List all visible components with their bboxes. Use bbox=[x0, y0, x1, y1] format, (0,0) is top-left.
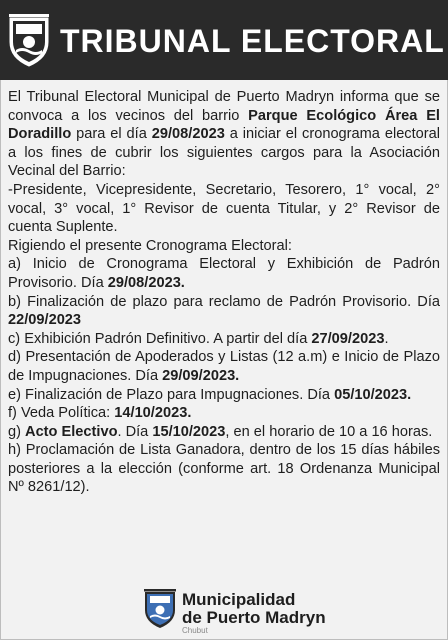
intro-place: Parque Ecológico Área El Doradillo bbox=[8, 107, 440, 143]
item-a-text: a) Inicio de Cronograma Electoral y Exhibición de Padrón Provisorio. Día bbox=[8, 256, 440, 291]
item-f-date: 14/10/2023. bbox=[114, 405, 192, 422]
item-g-end: , en el horario de 10 a 16 horas. bbox=[225, 423, 433, 440]
list-item-d bbox=[8, 348, 440, 385]
item-f-text: f) Veda Política: bbox=[8, 405, 115, 422]
list-item-a bbox=[8, 255, 440, 292]
list-item-g bbox=[8, 423, 440, 442]
item-d-text: d) Presentación de Apoderados y Listas (12 a.m) e Inicio de Plazo de Impugnaciones. Día bbox=[8, 349, 440, 384]
item-g-mid: . Día bbox=[117, 423, 153, 440]
intro-text: El Tribunal Electoral Municipal de Puerto Madryn informa que se convoca a los vecinos del barrio bbox=[8, 89, 440, 124]
item-g-title: Acto Electivo bbox=[25, 423, 118, 440]
header-banner bbox=[0, 0, 448, 80]
list-item-c bbox=[8, 330, 440, 349]
footer-line-3: Chubut bbox=[182, 626, 208, 635]
intro-date: 29/08/2023 bbox=[151, 126, 225, 143]
cargos-paragraph: -Presidente, Vicepresidente, Secretario, Tesorero, 1° vocal, 2° vocal, 3° vocal, 1° Revisor de cuenta Titular, y 2° Revisor de cuenta Suplente. bbox=[8, 181, 440, 236]
footer-line-1: Municipalidad bbox=[182, 590, 296, 609]
list-item-f bbox=[8, 404, 440, 423]
item-e-date: 05/10/2023. bbox=[334, 386, 412, 403]
municipal-crest-icon bbox=[6, 12, 52, 68]
item-c-date: 27/09/2023 bbox=[311, 330, 385, 347]
item-d-date: 29/09/2023. bbox=[162, 367, 240, 384]
item-e-text: e) Finalización de Plazo para Impugnaciones. Día bbox=[8, 386, 335, 403]
item-b-text: b) Finalización de plazo para reclamo de Padrón Provisorio. Día bbox=[8, 293, 440, 310]
item-g-prefix: g) bbox=[8, 423, 26, 440]
item-c-text: c) Exhibición Padrón Definitivo. A partir del día bbox=[8, 330, 312, 347]
rigiendo-paragraph: Rigiendo el presente Cronograma Electoral: bbox=[8, 237, 292, 254]
intro-paragraph bbox=[8, 88, 440, 181]
page-title: TRIBUNAL ELECTORAL bbox=[60, 23, 445, 59]
intro-text-3: a iniciar el cronograma electoral a los fines de cubrir los siguientes cargos para la Asociación Vecinal del Barrio: bbox=[8, 126, 440, 180]
list-item-b bbox=[8, 293, 440, 330]
item-b-date: 22/09/2023 bbox=[8, 312, 82, 329]
intro-text-2: para el día bbox=[71, 126, 152, 143]
list-item-h: h) Proclamación de Lista Ganadora, dentro de los 15 días hábiles posteriores a la elección (conforme art. 18 Ordenanza Municipal Nº 8261/12). bbox=[8, 442, 440, 496]
notice-body bbox=[8, 88, 440, 497]
item-g-date: 15/10/2023 bbox=[152, 423, 226, 440]
footer-line-2: de Puerto Madryn bbox=[182, 608, 326, 627]
item-c-end: . bbox=[384, 330, 389, 347]
municipal-crest-icon bbox=[143, 588, 177, 630]
footer-logo bbox=[0, 584, 448, 640]
item-a-date: 29/08/2023. bbox=[107, 274, 185, 291]
list-item-e bbox=[8, 386, 440, 405]
